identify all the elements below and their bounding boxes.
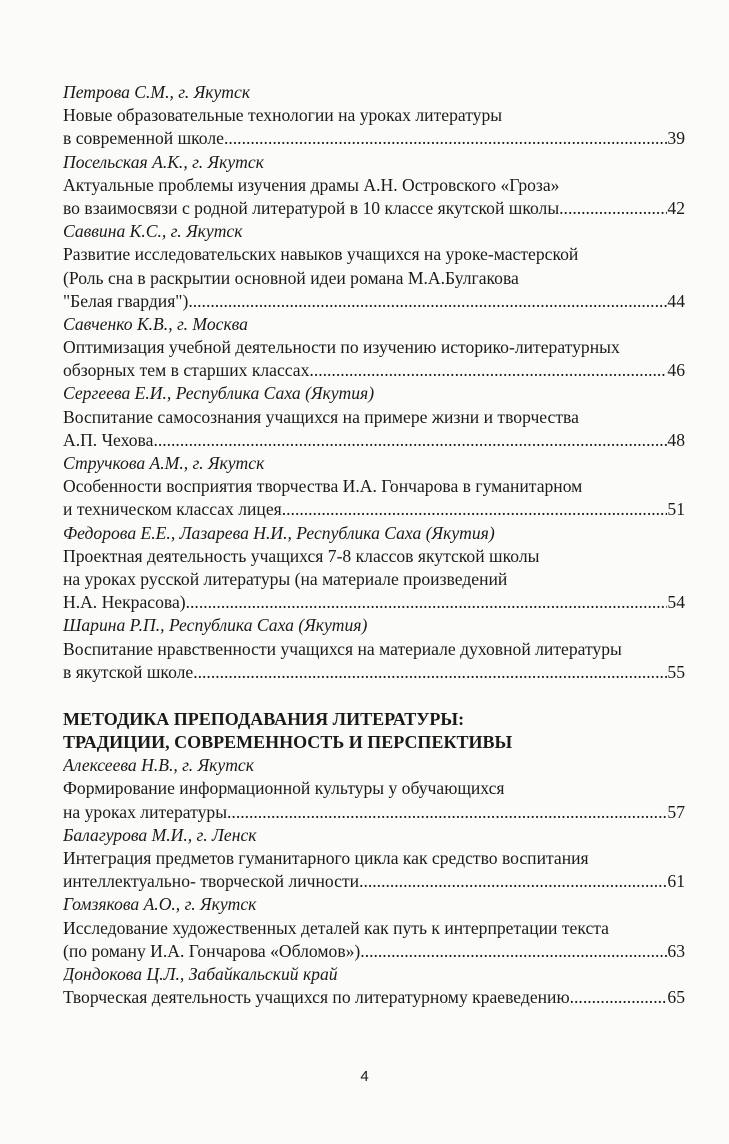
toc-entry[interactable]	[63, 824, 685, 894]
entry-title-line: на уроках русской литературы (на материале произведений	[63, 568, 508, 589]
entry-page: 46	[667, 360, 685, 381]
entry-page: 57	[667, 801, 685, 822]
entry-page: 54	[667, 592, 685, 613]
entry-author: Савченко К.В., г. Москва	[63, 313, 248, 334]
entry-author: Федорова Е.Е., Лазарева Н.И., Республика Саха (Якутия)	[63, 522, 495, 543]
entry-title-last-line	[63, 801, 685, 824]
entry-author: Балагурова М.И., г. Ленск	[63, 824, 257, 845]
entry-title-last-line	[63, 940, 685, 963]
dot-leader	[570, 986, 668, 1009]
dot-leader	[282, 498, 668, 521]
entry-title-line: Особенности восприятия творчества И.А. Гончарова в гуманитарном	[63, 476, 583, 497]
entry-title-line: Формирование информационной культуры у обучающихся	[63, 778, 505, 799]
toc-part-1	[63, 81, 685, 684]
entry-title-line: обзорных тем в старших классах	[63, 360, 310, 381]
entry-title-line: Актуальные проблемы изучения драмы А.Н. Островского «Гроза»	[63, 174, 560, 195]
dot-leader	[224, 127, 667, 150]
entry-title-line: в современной школе	[63, 128, 224, 149]
entry-page: 42	[667, 197, 685, 218]
entry-title-last-line	[63, 591, 685, 614]
entry-title-last-line	[63, 429, 685, 452]
toc-entry[interactable]	[63, 313, 685, 383]
entry-title-line: Исследование художественных деталей как путь к интерпретации текста	[63, 917, 609, 938]
entry-title-line: (Роль сна в раскрытии основной идеи романа М.А.Булгакова	[63, 267, 519, 288]
toc-entry[interactable]	[63, 522, 685, 615]
toc-part-2	[63, 754, 685, 1009]
entry-page: 39	[667, 128, 685, 149]
entry-title-line: "Белая гвардия")	[63, 290, 189, 311]
entry-title-line: в якутской школе	[63, 661, 194, 682]
entry-page: 44	[667, 290, 685, 311]
entry-title-line: (по роману И.А. Гончарова «Обломов»)	[63, 940, 361, 961]
toc-entry[interactable]	[63, 754, 685, 824]
entry-title-last-line	[63, 197, 685, 220]
toc-entry[interactable]	[63, 151, 685, 221]
toc-entry[interactable]	[63, 893, 685, 963]
dot-leader	[153, 429, 667, 452]
entry-title-line: и техническом классах лицея	[63, 499, 282, 520]
entry-title-line: Воспитание самосознания учащихся на примере жизни и творчества	[63, 406, 579, 427]
dot-leader	[186, 591, 668, 614]
entry-page: 48	[667, 429, 685, 450]
entry-title-line: А.П. Чехова	[63, 429, 154, 450]
dot-leader	[309, 359, 667, 382]
entry-title-last-line	[63, 870, 685, 893]
entry-author: Петрова С.М., г. Якутск	[63, 82, 251, 102]
section-title-line: МЕТОДИКА ПРЕПОДАВАНИЯ ЛИТЕРАТУРЫ:	[63, 708, 465, 729]
entry-title-last-line	[63, 986, 685, 1009]
dot-leader	[360, 940, 667, 963]
entry-title-line: Творческая деятельность учащихся по литературному краеведению	[63, 987, 570, 1008]
toc-entry[interactable]	[63, 220, 685, 313]
entry-title-line: Развитие исследовательских навыков учащихся на уроке-мастерской	[63, 244, 579, 265]
entry-page: 63	[667, 940, 685, 961]
dot-leader	[227, 801, 667, 824]
entry-title-last-line	[63, 127, 685, 150]
entry-title-line: Проектная деятельность учащихся 7-8 классов якутской школы	[63, 545, 540, 566]
toc-entry[interactable]	[63, 452, 685, 522]
entry-page: 55	[667, 661, 685, 682]
entry-title-line: Н.А. Некрасова)	[63, 592, 186, 613]
entry-author: Стручкова А.М., г. Якутск	[63, 453, 265, 473]
entry-page: 51	[667, 499, 685, 520]
entry-title-line: на уроках литературы	[63, 801, 228, 822]
entry-title-last-line	[63, 661, 685, 684]
dot-leader	[188, 290, 667, 313]
entry-title-line: Воспитание нравственности учащихся на материале духовной литературы	[63, 638, 622, 659]
section-title-line: ТРАДИЦИИ, СОВРЕМЕННОСТЬ И ПЕРСПЕКТИВЫ	[63, 732, 513, 753]
entry-title-last-line	[63, 290, 685, 313]
entry-title-line: Интеграция предметов гуманитарного цикла как средство воспитания	[63, 848, 589, 868]
entry-author: Саввина К.С., г. Якутск	[63, 221, 243, 242]
dot-leader	[359, 870, 667, 893]
dot-leader	[559, 197, 667, 220]
entry-author: Дондокова Ц.Л., Забайкальский край	[63, 963, 338, 984]
entry-author: Посельская А.К., г. Якутск	[63, 151, 264, 172]
dot-leader	[193, 661, 667, 684]
toc-entry[interactable]	[63, 81, 685, 151]
section-heading	[63, 708, 685, 754]
entry-author: Гомзякова А.О., г. Якутск	[63, 894, 257, 915]
entry-title-last-line	[63, 359, 685, 382]
entry-author: Сергеева Е.И., Республика Саха (Якутия)	[63, 383, 375, 404]
entry-title-line: во взаимосвязи с родной литературой в 10 классе якутской школы	[63, 197, 560, 218]
page-number: 4	[360, 1068, 369, 1085]
toc-entry[interactable]	[63, 382, 685, 452]
entry-author: Алексеева Н.В., г. Якутск	[63, 755, 254, 776]
entry-title-last-line	[63, 498, 685, 521]
entry-title-line: Новые образовательные технологии на уроках литературы	[63, 105, 503, 126]
entry-title-line: Оптимизация учебной деятельности по изучению историко-литературных	[63, 337, 620, 358]
toc-entry[interactable]	[63, 963, 685, 1009]
entry-title-line: интеллектуально- творческой личности	[63, 871, 360, 892]
toc-entry[interactable]	[63, 614, 685, 684]
entry-page: 61	[667, 871, 685, 892]
table-of-contents	[63, 81, 685, 1009]
entry-author: Шарина Р.П., Республика Саха (Якутия)	[63, 615, 368, 636]
entry-page: 65	[667, 987, 685, 1008]
